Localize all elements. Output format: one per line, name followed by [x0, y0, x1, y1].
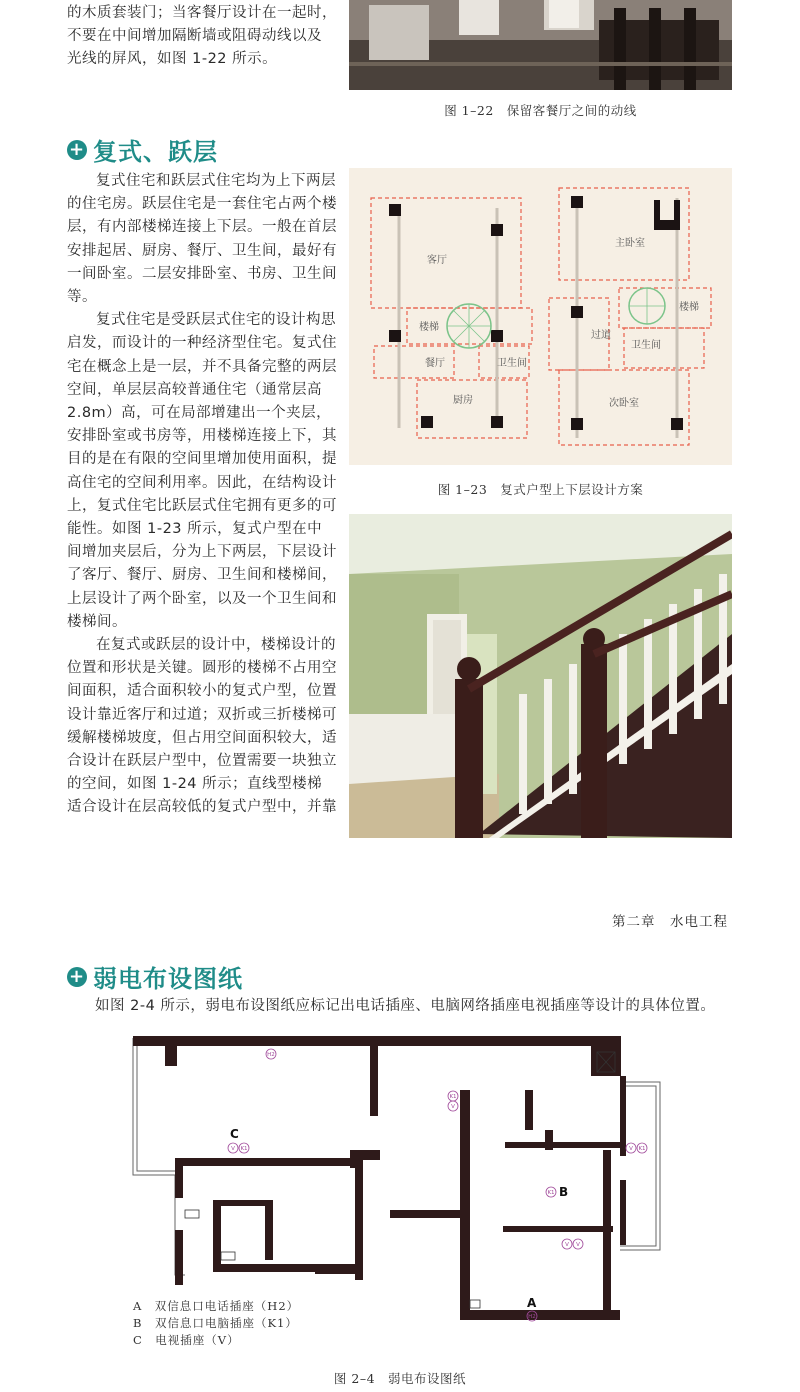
- chapter-header: 第二章 水电工程: [612, 914, 728, 930]
- duplex-floorplan: [349, 168, 732, 465]
- socket-marker: V: [565, 1242, 569, 1248]
- socket-marker: V: [231, 1146, 235, 1152]
- section-heading-duplex: [67, 132, 218, 167]
- weak-current-intro: [95, 995, 735, 1018]
- intro-text: 如图 2-4 所示，弱电布设图纸应标记出电话插座、电脑网络插座电视插座等设计的具体位置。: [95, 998, 716, 1014]
- room-label: 餐厅: [425, 358, 445, 369]
- socket-marker: V: [451, 1104, 455, 1110]
- figure-caption-2-4: 图 2–4 弱电布设图纸: [333, 1371, 467, 1386]
- weak-current-plan: [125, 1030, 665, 1330]
- section-title: 弱电布设图纸: [93, 965, 243, 993]
- room-label: 客厅: [427, 255, 447, 266]
- socket-marker: K1: [638, 1146, 646, 1152]
- socket-marker: K1: [547, 1190, 555, 1196]
- staircase-photo: [349, 514, 732, 838]
- plus-icon: +: [68, 965, 86, 987]
- room-label: 楼梯: [679, 302, 699, 313]
- intro-line-2: 不要在中间增加隔断墙或阻碍动线以及: [67, 28, 322, 45]
- room-label: 卫生间: [497, 358, 527, 369]
- room-label: 楼梯: [419, 322, 439, 333]
- legend-item: B 双信息口电脑插座（K1）: [133, 1316, 298, 1330]
- legend-item: C 电视插座（V）: [133, 1333, 240, 1347]
- paragraph: 复式住宅是受跃层式住宅的设计构思启发，而设计的一种经济型住宅。复式住宅在概念上是一层，并不具备完整的两层空间，单层层高较普通住宅（通常层高 2.8m）高，可在局部增建出一个夹层，安排卧室或书房等，用楼梯连接上下，其目的是在有限的空间里增加使用面积，提高住宅的空间利用率。因此，在结构设计上，复式住宅比跃层式住宅拥有更多的可能性。如图 1-23 所示，复式户型在中间增加夹层后，分为上下两层，下层设计了客厅、餐厅、厨房、卫生间和楼梯间，上层设计了两个卧室，以及一个卫生间和楼梯间。: [67, 312, 337, 630]
- section-title: 复式、跃层: [93, 138, 218, 166]
- room-label: 厨房: [453, 395, 473, 406]
- paragraph: 在复式或跃层的设计中，楼梯设计的位置和形状是关键。圆形的楼梯不占用空间面积，适合面积较小的复式户型，位置设计靠近客厅和过道；双折或三折楼梯可缓解楼梯坡度，但占用空间面积较大，适合设计在跃层户型中，位置需要一块独立的空间，如图 1-24 所示；直线型楼梯适合设计在层高较低的复式户型中，并靠: [67, 637, 337, 816]
- room-label: 主卧室: [615, 238, 645, 249]
- room-label: 次卧室: [609, 398, 639, 409]
- figure-caption-1-22: 图 1–22 保留客餐厅之间的动线: [444, 103, 637, 118]
- socket-marker: K1: [240, 1146, 248, 1152]
- intro-line-1: 的木质套装门；当客餐厅设计在一起时，: [67, 5, 337, 21]
- section-heading-weak-current: [67, 959, 243, 994]
- room-label: 卫生间: [631, 340, 661, 351]
- socket-marker: V: [576, 1242, 580, 1248]
- plan-legend: [133, 1298, 299, 1349]
- room-label: 过道: [591, 330, 611, 341]
- plus-icon: +: [68, 138, 86, 160]
- plan-label-c: C: [230, 1127, 239, 1141]
- living-dining-photo: [349, 0, 732, 90]
- plan-label-a: A: [527, 1296, 537, 1310]
- intro-line-3: 光线的屏风，如图 1-22 所示。: [67, 51, 278, 68]
- duplex-body: [67, 170, 337, 820]
- paragraph: 复式住宅和跃层式住宅均为上下两层的住宅房。跃层住宅是一套住宅占两个楼层，有内部楼梯连接上下层。一般在首层安排起居、厨房、餐厅、卫生间，最好有一间卧室。二层安排卧室、书房、卫生间等。: [67, 173, 337, 306]
- socket-marker: H2: [528, 1314, 536, 1320]
- socket-marker: V: [629, 1146, 633, 1152]
- figure-caption-1-23: 图 1–23 复式户型上下层设计方案: [437, 482, 644, 497]
- socket-marker: K1: [449, 1094, 457, 1100]
- socket-marker: H2: [267, 1052, 275, 1058]
- legend-item: A 双信息口电话插座（H2）: [133, 1299, 300, 1313]
- intro-paragraph: [67, 2, 337, 72]
- plan-label-b: B: [559, 1185, 569, 1199]
